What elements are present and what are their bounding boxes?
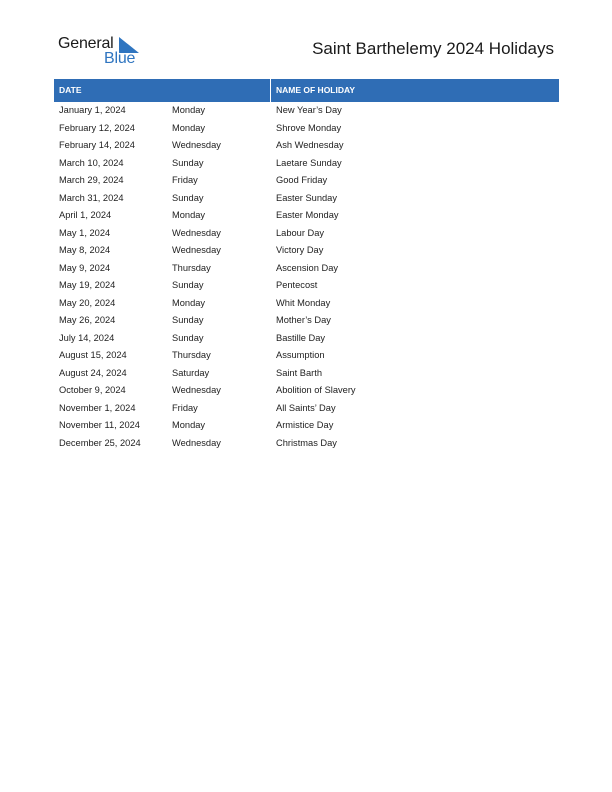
table-row: [54, 312, 559, 330]
holiday-name: Armistice Day: [276, 420, 334, 430]
table-row: [54, 330, 559, 348]
page-title: Saint Barthelemy 2024 Holidays: [312, 39, 554, 58]
table-row: [54, 295, 559, 313]
column-header-holiday-name: NAME OF HOLIDAY: [276, 85, 356, 95]
table-row: [54, 190, 559, 208]
table-row: [54, 172, 559, 190]
logo-word-blue: Blue: [104, 50, 136, 67]
logo: [58, 33, 148, 69]
holiday-date: October 9, 2024: [59, 385, 126, 395]
holiday-weekday: Monday: [172, 297, 206, 308]
holiday-weekday: Monday: [172, 105, 206, 115]
holiday-weekday: Monday: [172, 122, 206, 133]
table-row: [54, 137, 559, 155]
holiday-date: May 1, 2024: [59, 227, 111, 238]
holiday-date: March 31, 2024: [59, 192, 124, 203]
holiday-name: Pentecost: [276, 280, 318, 290]
table-row: [54, 155, 559, 173]
holiday-name: New Year’s Day: [276, 105, 342, 115]
holiday-weekday: Sunday: [172, 157, 204, 168]
table-row: [54, 102, 559, 120]
holiday-date: May 8, 2024: [59, 245, 111, 255]
holiday-weekday: Sunday: [172, 192, 204, 203]
holiday-name: Laetare Sunday: [276, 157, 342, 168]
holiday-name: Easter Sunday: [276, 192, 337, 203]
holiday-name: Ascension Day: [276, 262, 339, 273]
holiday-name: Saint Barth: [276, 367, 322, 378]
holiday-date: March 29, 2024: [59, 175, 124, 185]
table-row: [54, 365, 559, 383]
table-row: [54, 277, 559, 295]
holiday-weekday: Wednesday: [172, 140, 221, 150]
column-header-date: DATE: [59, 85, 82, 95]
holiday-weekday: Friday: [172, 175, 198, 185]
holiday-weekday: Friday: [172, 402, 198, 413]
holiday-date: February 12, 2024: [59, 122, 135, 133]
holiday-name: Labour Day: [276, 227, 325, 238]
holiday-name: Assumption: [276, 350, 325, 360]
holiday-date: August 15, 2024: [59, 350, 127, 360]
holiday-name: Christmas Day: [276, 437, 337, 448]
holiday-date: February 14, 2024: [59, 140, 135, 150]
holiday-weekday: Thursday: [172, 350, 211, 360]
holiday-name: Good Friday: [276, 175, 328, 185]
table-row: [54, 242, 559, 260]
holiday-name: Easter Monday: [276, 210, 339, 220]
holiday-date: November 1, 2024: [59, 402, 136, 413]
holiday-weekday: Sunday: [172, 280, 204, 290]
holiday-name: Abolition of Slavery: [276, 385, 356, 395]
table-row: [54, 207, 559, 225]
table-row: [54, 435, 559, 453]
holiday-weekday: Wednesday: [172, 437, 221, 448]
holiday-name: Victory Day: [276, 245, 324, 255]
holiday-weekday: Sunday: [172, 332, 204, 343]
logo-word-general: General: [58, 35, 114, 52]
table-row: [54, 120, 559, 138]
holiday-date: May 20, 2024: [59, 297, 116, 308]
holiday-date: November 11, 2024: [59, 420, 140, 430]
holiday-weekday: Sunday: [172, 315, 204, 325]
holiday-date: May 26, 2024: [59, 315, 116, 325]
holiday-date: January 1, 2024: [59, 105, 126, 115]
holiday-name: Shrove Monday: [276, 122, 342, 133]
holiday-name: Mother’s Day: [276, 315, 331, 325]
holiday-date: December 25, 2024: [59, 437, 141, 448]
holiday-name: Whit Monday: [276, 297, 331, 308]
holiday-date: March 10, 2024: [59, 157, 124, 168]
holiday-name: All Saints’ Day: [276, 402, 336, 413]
table-row: [54, 347, 559, 365]
holiday-weekday: Wednesday: [172, 227, 221, 238]
table-row: [54, 382, 559, 400]
holiday-date: May 9, 2024: [59, 262, 111, 273]
table-row: [54, 260, 559, 278]
holiday-weekday: Wednesday: [172, 385, 221, 395]
table-row: [54, 417, 559, 435]
holiday-weekday: Saturday: [172, 367, 210, 378]
holiday-weekday: Thursday: [172, 262, 211, 273]
table-row: [54, 400, 559, 418]
holiday-weekday: Monday: [172, 420, 206, 430]
holiday-date: July 14, 2024: [59, 332, 115, 343]
holiday-weekday: Monday: [172, 210, 206, 220]
holiday-date: August 24, 2024: [59, 367, 127, 378]
holiday-name: Bastille Day: [276, 332, 326, 343]
table-header: [54, 79, 559, 102]
holiday-table-body: [54, 102, 559, 452]
holiday-date: May 19, 2024: [59, 280, 116, 290]
holiday-weekday: Wednesday: [172, 245, 221, 255]
holiday-date: April 1, 2024: [59, 210, 112, 220]
table-row: [54, 225, 559, 243]
holiday-name: Ash Wednesday: [276, 140, 344, 150]
